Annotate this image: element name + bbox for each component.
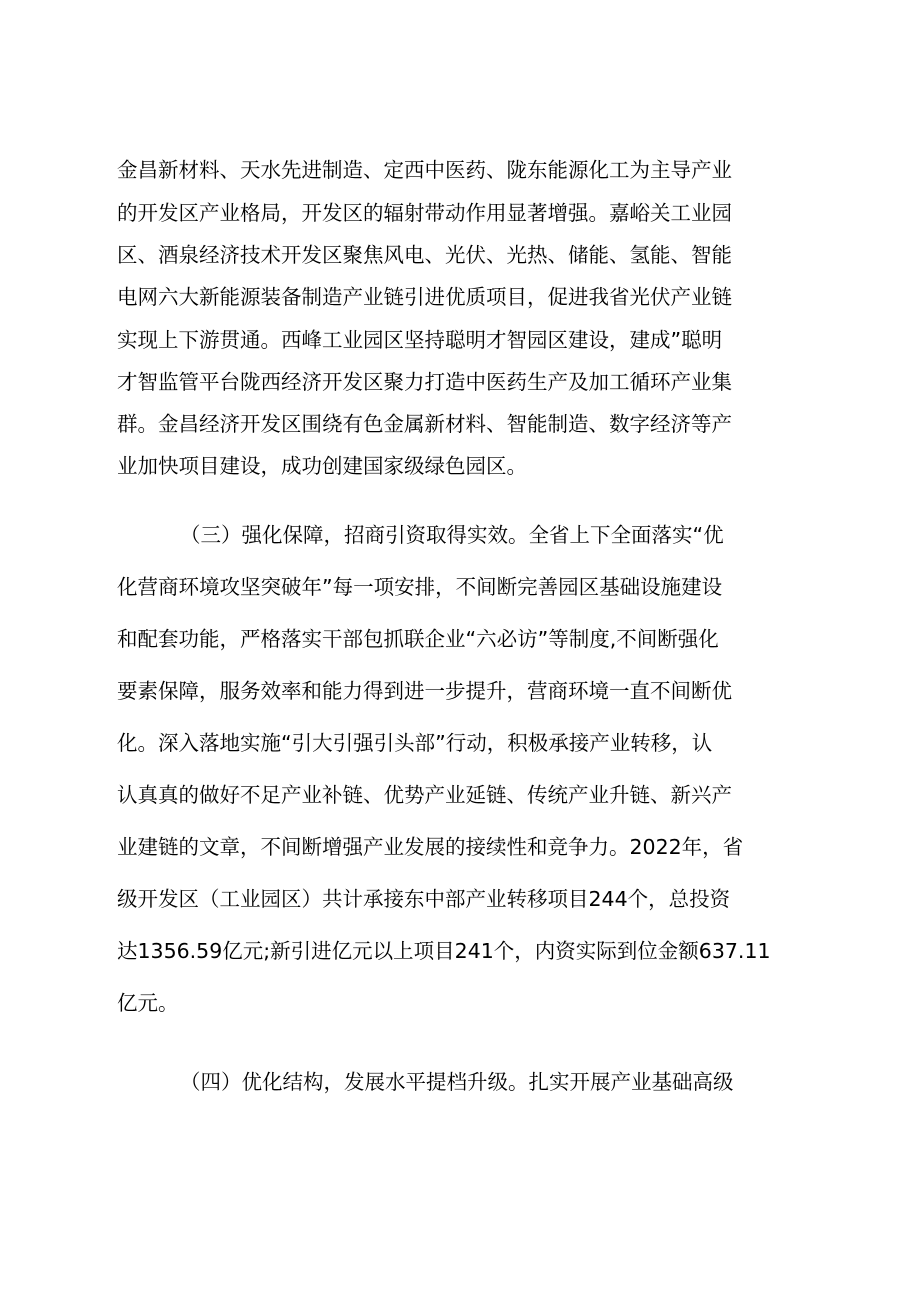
text-line: 达1356.59亿元;新引进亿元以上项目241个，内资实际到位金额637.11: [117, 939, 771, 963]
text-line: 要素保障，服务效率和能力得到进一步提升，营商环境一直不间断优: [117, 679, 732, 703]
text-line: 亿元。: [117, 991, 179, 1015]
text-line: 业建链的文章，不间断增强产业发展的接续性和竞争力。2022年，省: [117, 835, 744, 859]
text-line: 化营商环境攻坚突破年”每一项安排，不间断完善园区基础设施建设: [117, 575, 723, 599]
text-line: 实现上下游贯通。西峰工业园区坚持聪明才智园区建设，建成”聪明: [117, 328, 723, 352]
text-line: 才智监管平台陇西经济开发区聚力打造中医药生产及加工循环产业集: [117, 370, 732, 394]
text-line: 金昌新材料、天水先进制造、定西中医药、陇东能源化工为主导产业: [117, 158, 732, 182]
text-line: 认真真的做好不足产业补链、优势产业延链、传统产业升链、新兴产: [117, 783, 732, 807]
text-line: 群。金昌经济开发区围绕有色金属新材料、智能制造、数字经济等产: [117, 412, 732, 436]
text-line: 的开发区产业格局，开发区的辐射带动作用显著增强。嘉峪关工业园: [117, 201, 732, 225]
text-line: 业加快项目建设，成功创建国家级绿色园区。: [117, 454, 527, 478]
text-line: 区、酒泉经济技术开发区聚焦风电、光伏、光热、储能、氢能、智能: [117, 243, 732, 267]
text-line: 和配套功能，严格落实干部包抓联企业“六必访”等制度,不间断强化: [117, 627, 719, 651]
paragraph-heading: （四）优化结构，发展水平提档升级。扎实开展产业基础高级: [180, 1070, 734, 1094]
paragraph-heading: （三）强化保障，招商引资取得实效。全省上下全面落实“优: [180, 523, 724, 547]
text-line: 级开发区（工业园区）共计承接东中部产业转移项目244个，总投资: [117, 887, 731, 911]
text-line: 电网六大新能源装备制造产业链引进优质项目，促进我省光伏产业链: [117, 285, 732, 309]
text-line: 化。深入落地实施“引大引强引头部”行动，积极承接产业转移，认: [117, 731, 713, 755]
